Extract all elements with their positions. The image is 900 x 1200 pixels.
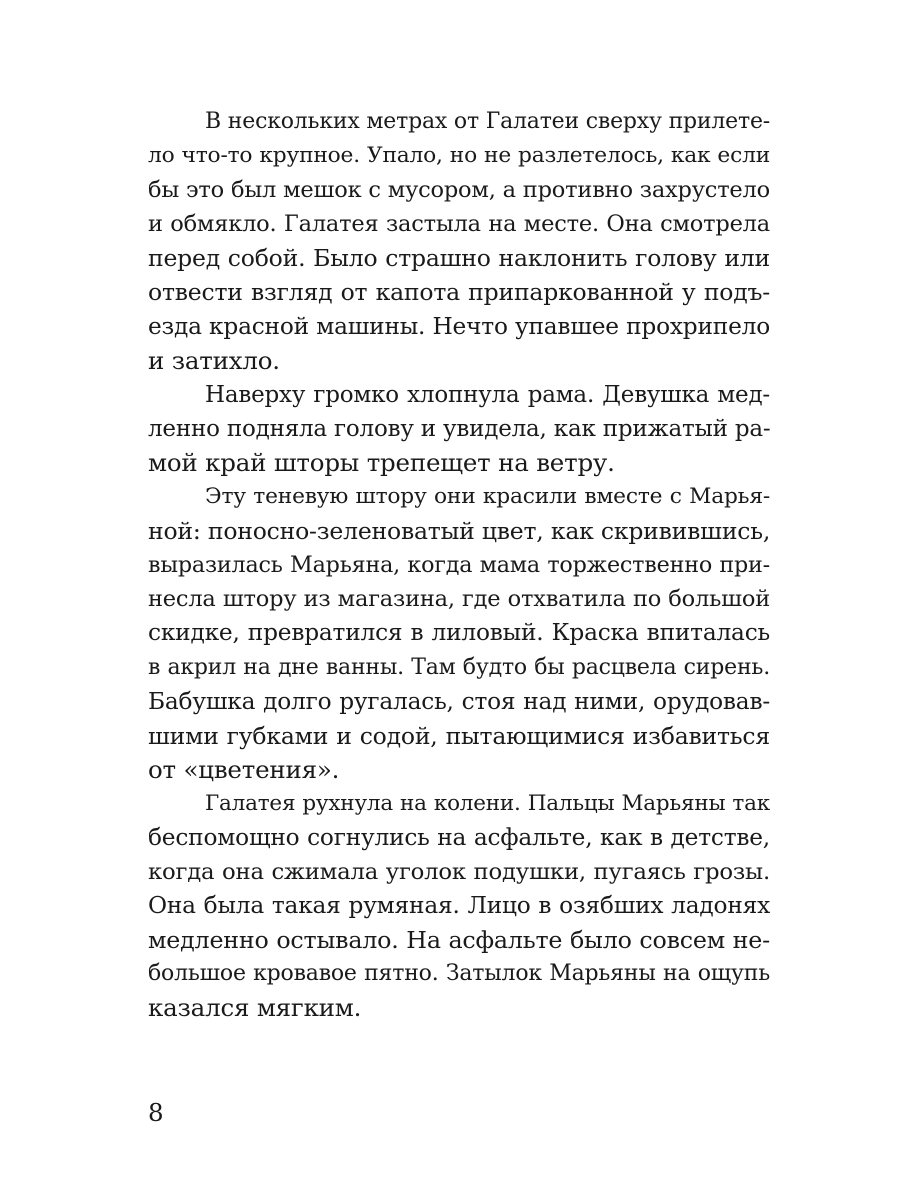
text-line: казался мягким. xyxy=(148,993,362,1023)
text-line: ленно подняла голову и увидела, как прижатый ра- xyxy=(148,415,771,442)
paragraph xyxy=(148,378,770,480)
text-line: несла штору из магазина, где отхватила по большой xyxy=(148,586,770,613)
body-text xyxy=(148,105,770,1026)
page-number: 8 xyxy=(148,1098,164,1127)
text-line: перед собой. Было страшно наклонить голову или xyxy=(148,244,770,273)
text-line: и обмякло. Галатея застыла на месте. Она смотрела xyxy=(148,211,770,238)
paragraph xyxy=(148,787,770,1026)
text-line: в акрил на дне ванны. Там будто бы расцвела сирень. xyxy=(148,654,770,680)
text-line: езда красной машины. Нечто упавшее прохрипело xyxy=(148,312,770,340)
text-line: В нескольких метрах от Галатеи сверху прилете- xyxy=(205,109,770,134)
text-line: скидке, превратился в лиловый. Краска впиталась xyxy=(148,619,770,647)
text-line: Эту теневую штору они красили вместе с Марья- xyxy=(205,484,770,510)
text-line: бы это был мешок с мусором, а противно захрустело xyxy=(148,177,770,204)
text-line: ной: поносно-зеленоватый цвет, как скривившись, xyxy=(148,517,771,546)
text-line: Она была такая румяная. Лицо в озябших ладонях xyxy=(148,892,770,920)
text-line: отвести взгляд от капота припаркованной у подъ- xyxy=(148,278,770,307)
text-line: Наверху громко хлопнула рама. Девушка мед- xyxy=(205,381,770,408)
text-line: Галатея рухнула на колени. Пальцы Марьяны так xyxy=(205,790,770,816)
paragraph xyxy=(148,480,770,787)
text-line: медленно остывало. На асфальте было совсем не- xyxy=(148,926,770,955)
text-line: ло что-то крупное. Упало, но не разлетелось, как если xyxy=(148,143,770,169)
text-line: когда она сжимала уголок подушки, пугаясь грозы. xyxy=(148,859,770,886)
paragraph xyxy=(148,105,770,378)
text-line: Бабушка долго ругалась, стоя над ними, орудовав- xyxy=(148,687,770,715)
text-line: мой край шторы трепещет на ветру. xyxy=(148,447,615,477)
text-line: и затихло. xyxy=(148,345,280,375)
text-line: большое кровавое пятно. Затылок Марьяны на ощупь xyxy=(148,961,770,987)
text-line: выразилась Марьяна, когда мама торжественно при- xyxy=(148,552,770,579)
text-line: беспомощно согнулись на асфальте, как в детстве, xyxy=(148,823,770,851)
text-line: шими губками и содой, пытающимися избавиться xyxy=(148,721,770,750)
text-line: от «цветения». xyxy=(148,754,340,784)
